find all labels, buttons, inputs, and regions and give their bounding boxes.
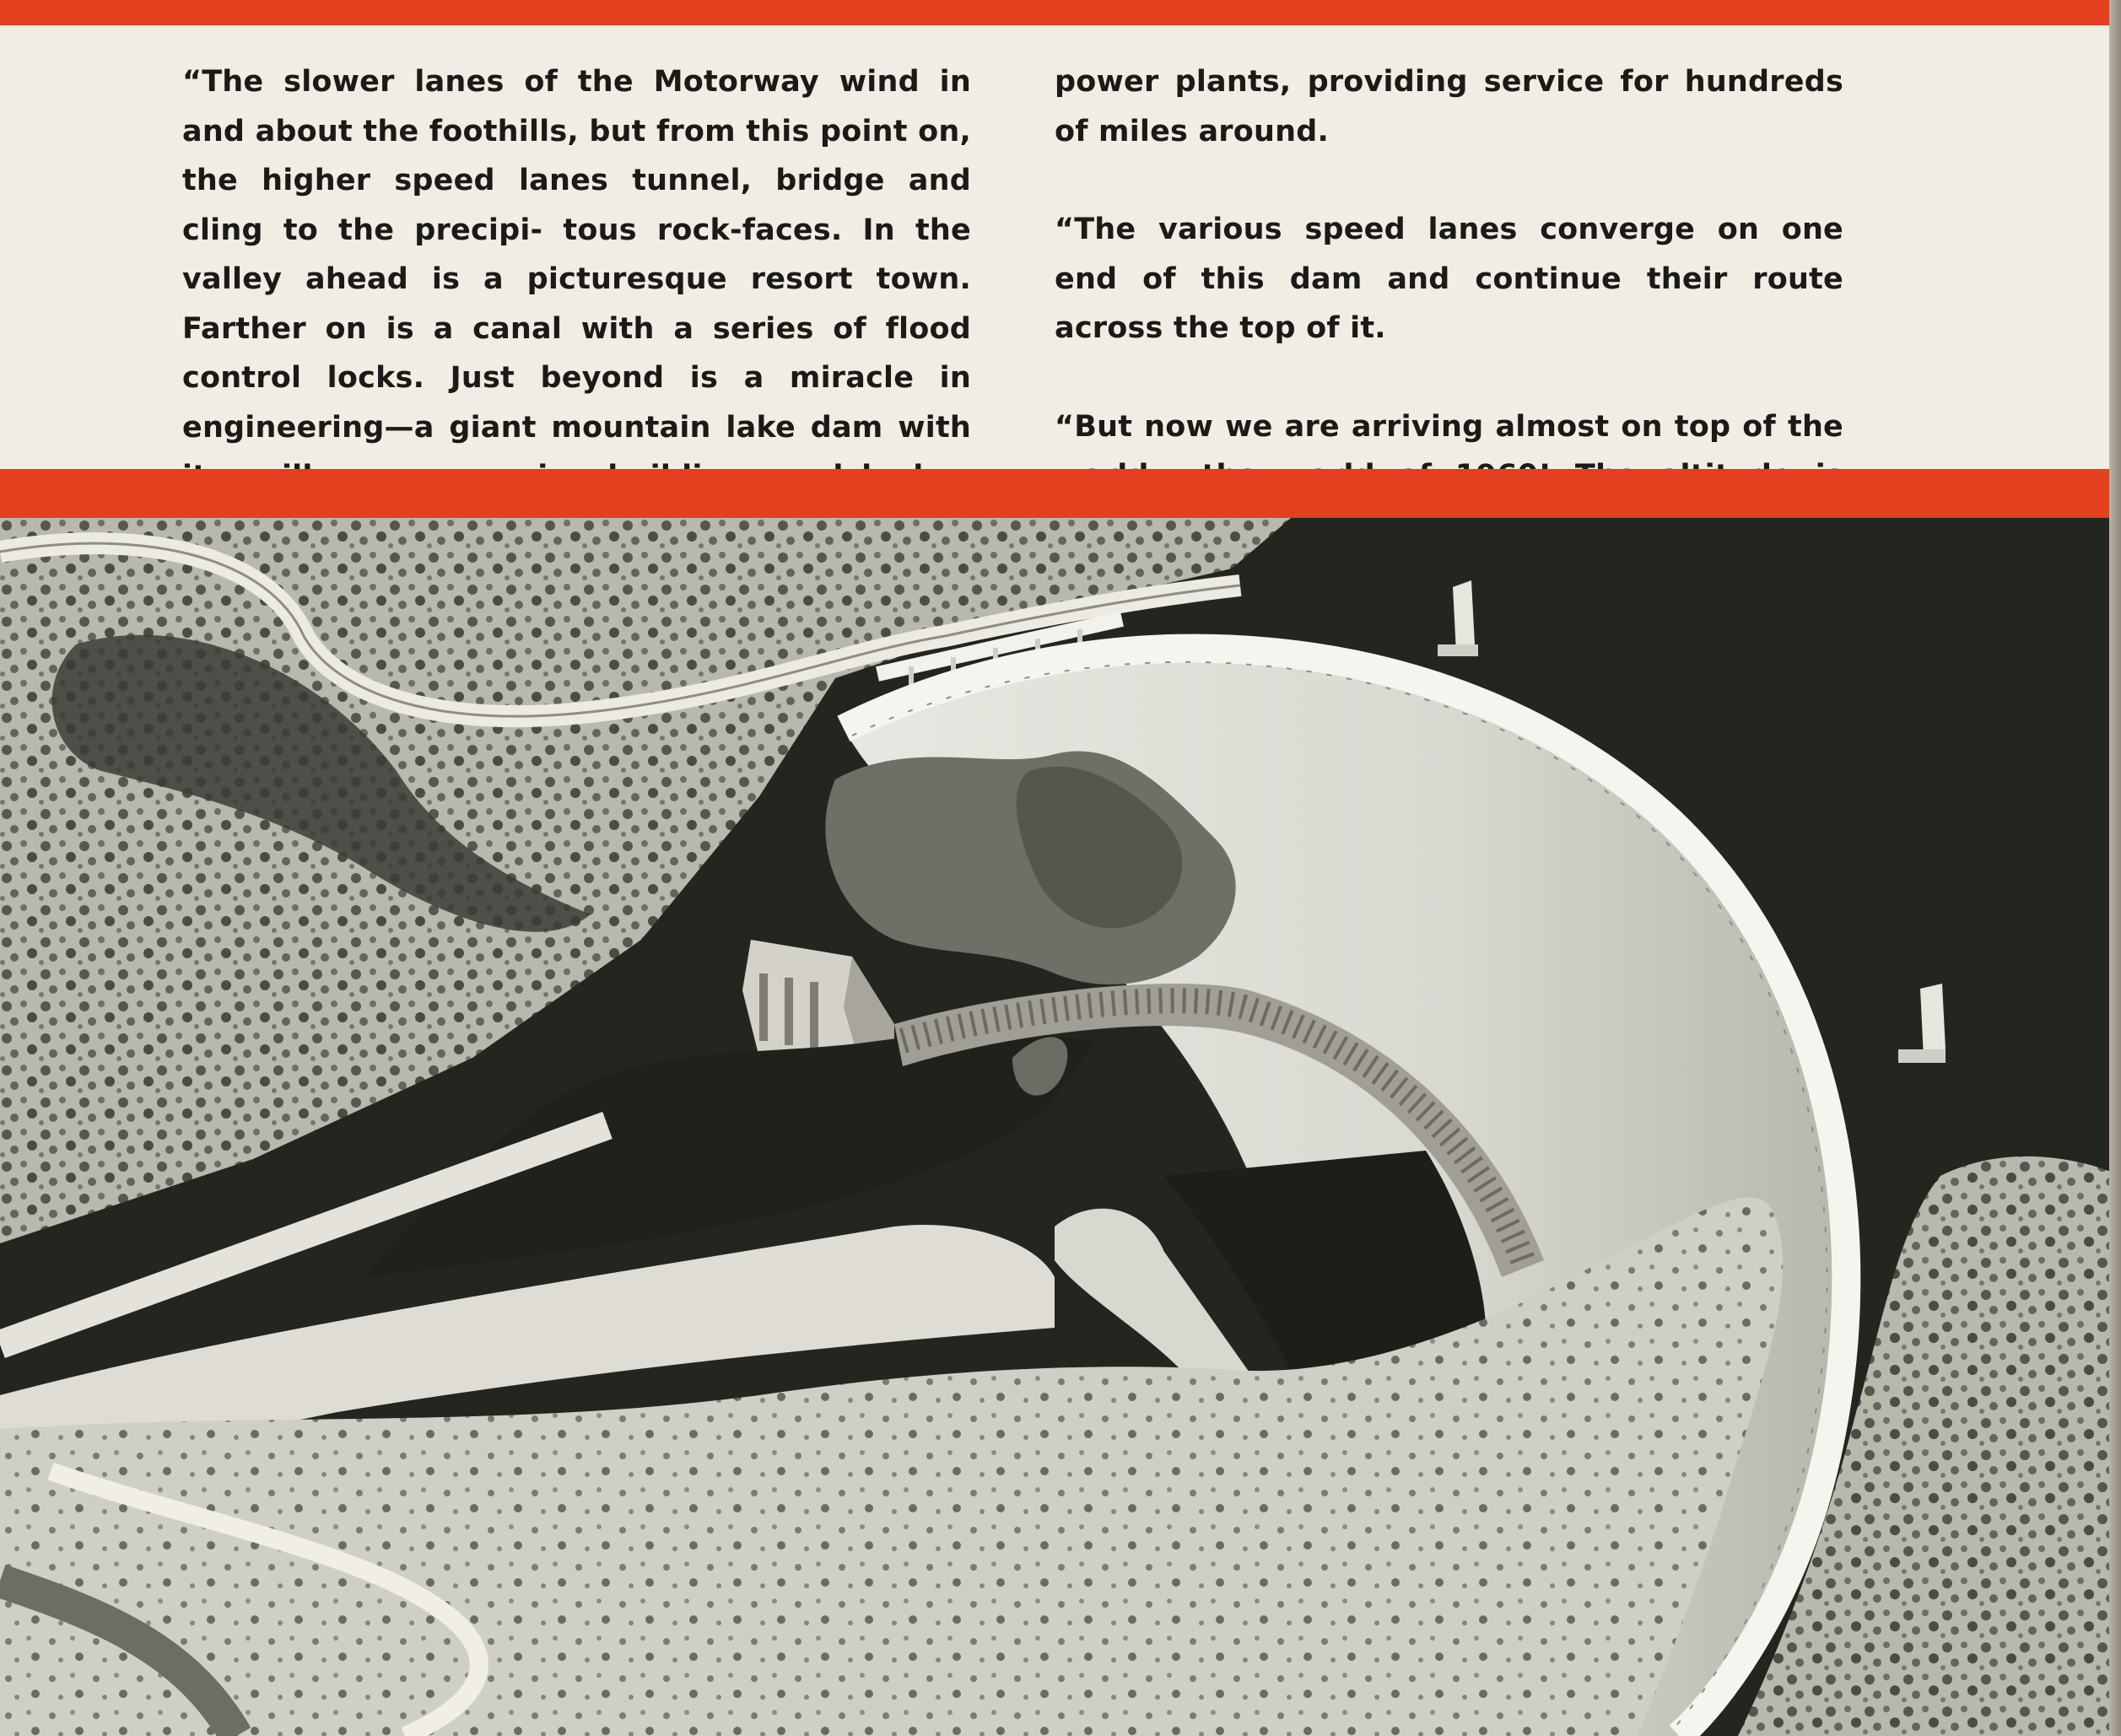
- top-red-band: [0, 0, 2121, 25]
- dam-model-illustration: [0, 518, 2121, 1736]
- right-paragraph-3: “But now we are arriving almost on top of the: [1055, 409, 1843, 444]
- page-spine-shadow: [2109, 0, 2121, 1736]
- left-paragraph-1: “The slower lanes of the Motorway wind in and about the foothills, but from this point on, the higher speed lanes tunnel, bridge and cling to the precipi- tous rock-faces. In the valley ahead is a picturesque resort town. Farther on is a canal with a series of flood control locks. Just beyond is a miracle in engineering—a giant mountain lake dam with: [182, 65, 971, 445]
- right-paragraph-1: power plants, providing service for hundreds of miles around.: [1055, 65, 1843, 148]
- dam-model-photograph: [0, 518, 2121, 1736]
- right-paragraph-2: “The various speed lanes converge on one end of this dam and continue their route across the top of it.: [1055, 213, 1843, 345]
- bottom-red-band: [0, 469, 2121, 518]
